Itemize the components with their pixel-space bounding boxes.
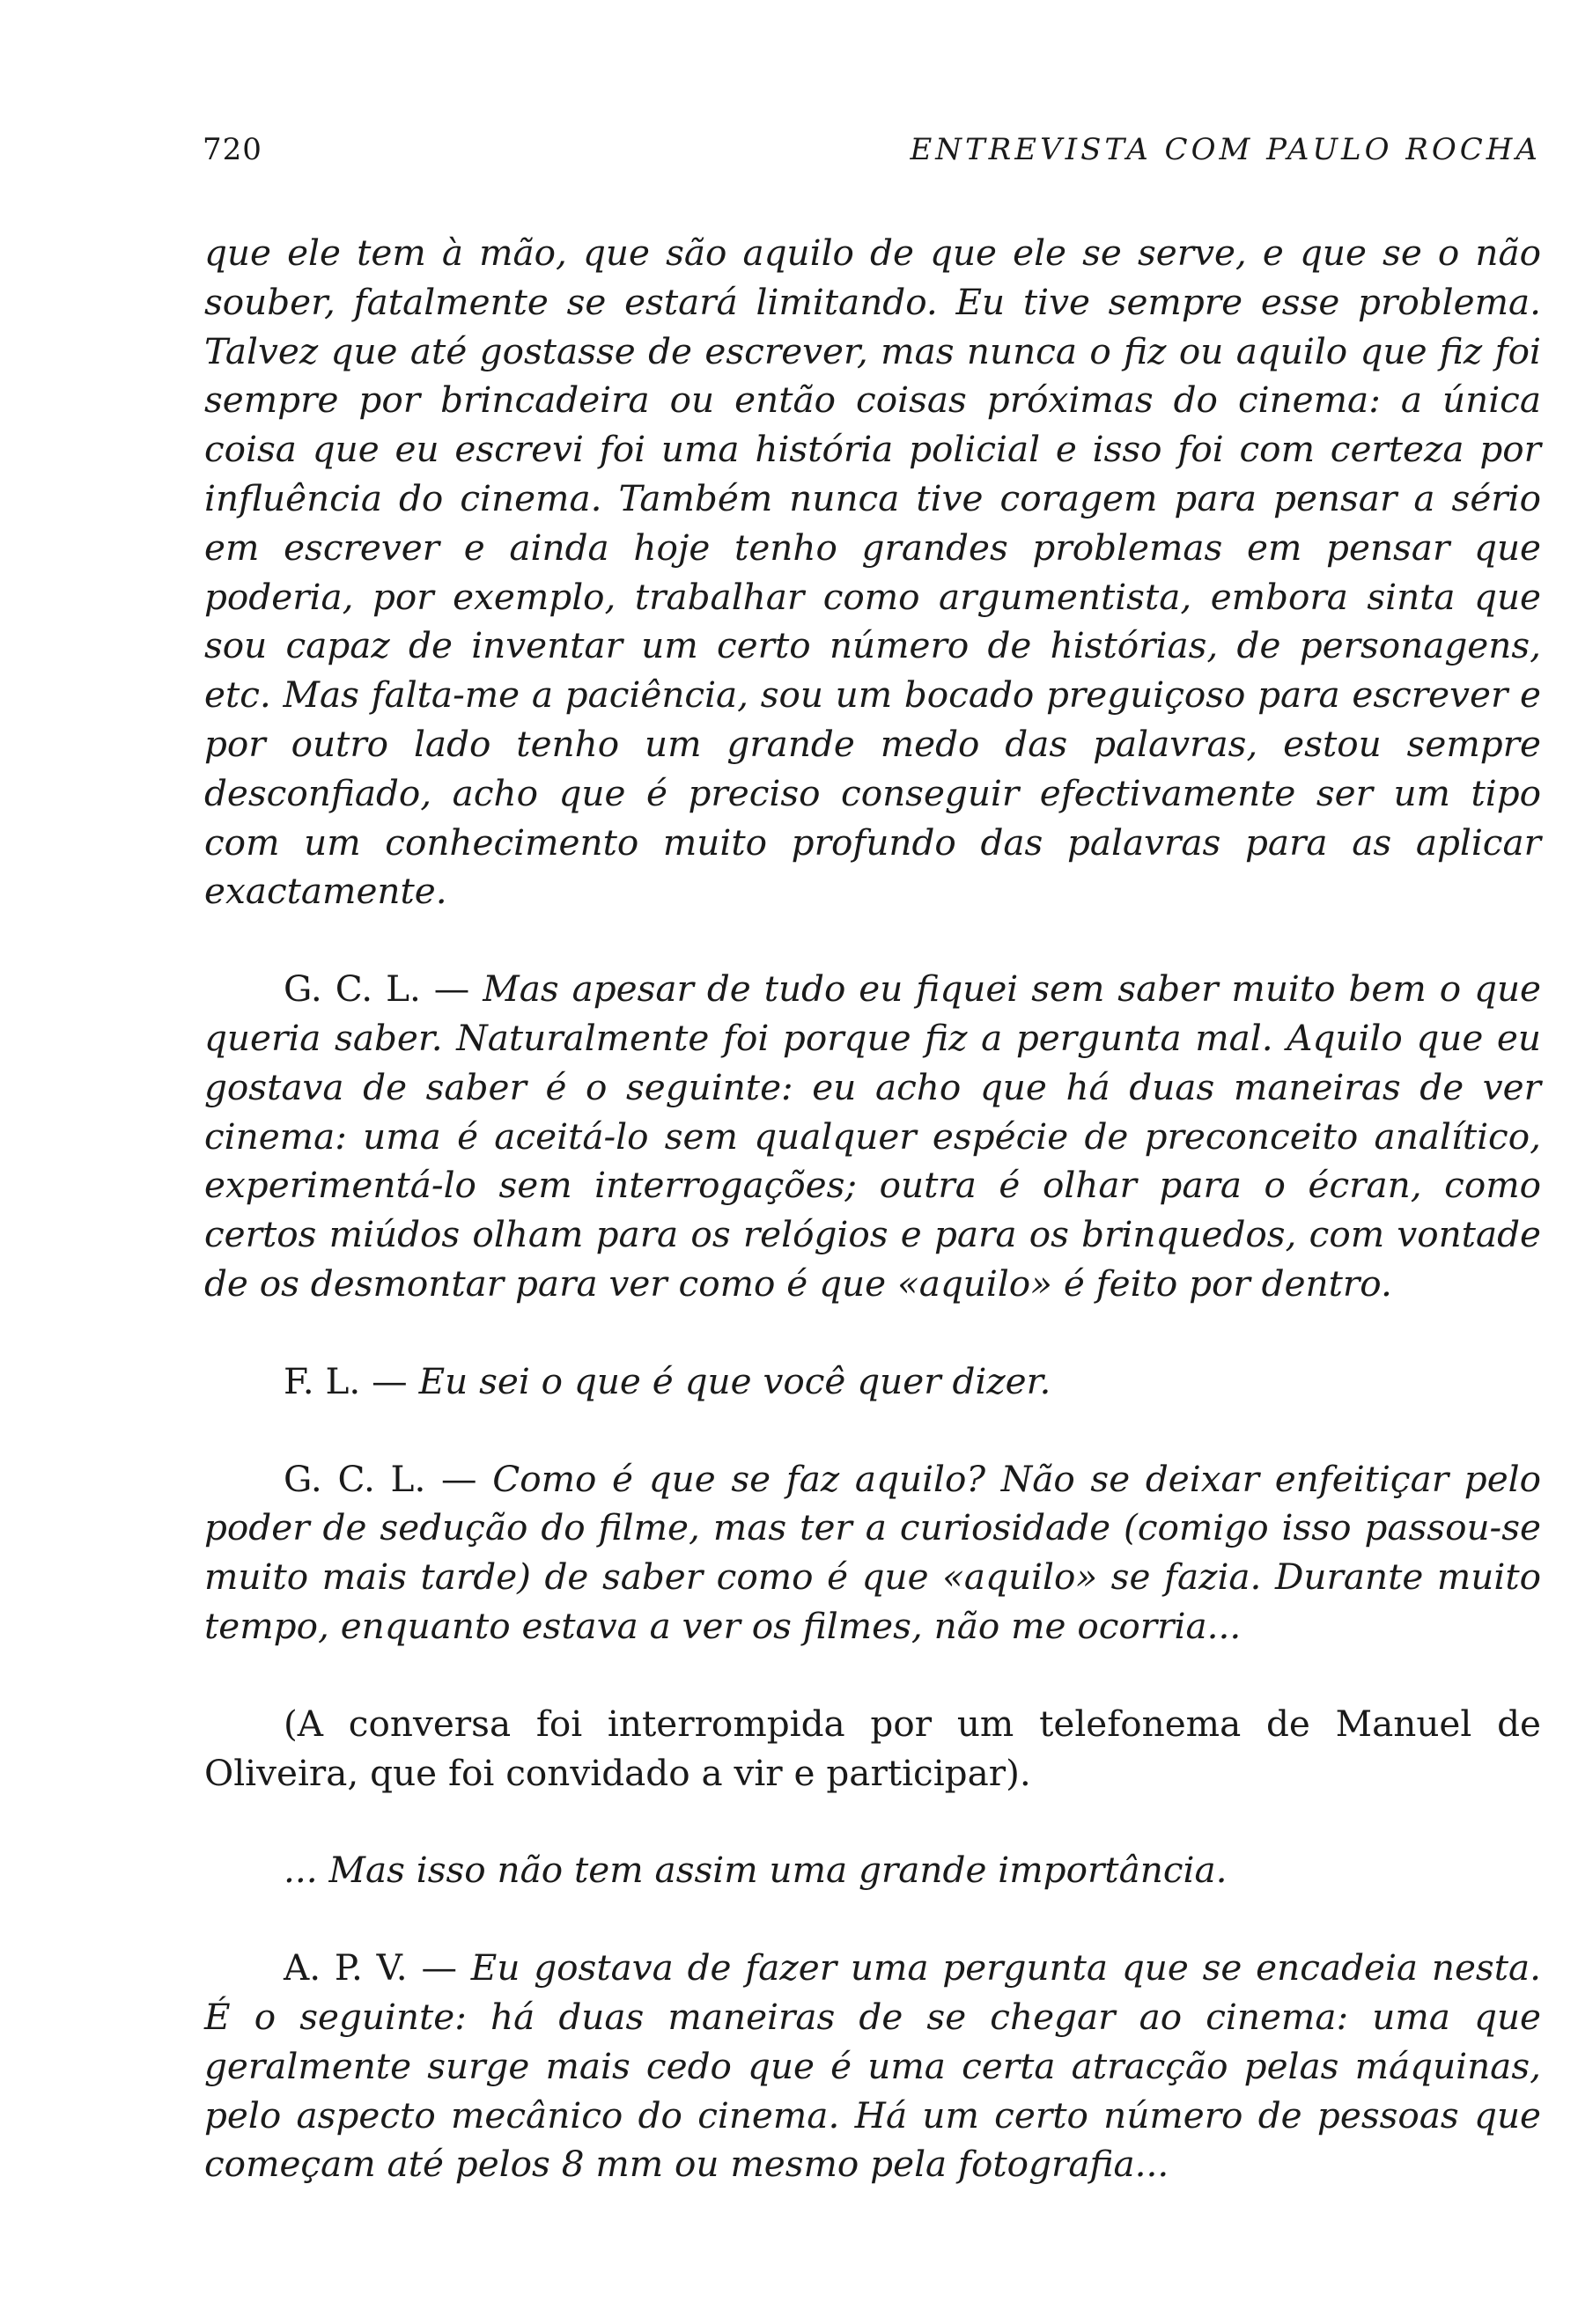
- speaker-label: F. L. —: [284, 1359, 419, 1402]
- paragraph-text: (A conversa foi interrompida por um telefonema de Manuel de Oliveira, que foi convidado a vir e participar).: [204, 1702, 1541, 1794]
- page-number: 720: [203, 132, 262, 167]
- paragraph-continuation: [204, 229, 1541, 916]
- paragraph-gcl-question: [204, 965, 1541, 1309]
- document-page: [204, 132, 1541, 2238]
- speaker-label: G. C. L. —: [284, 1457, 493, 1500]
- paragraph-resumption: [204, 1846, 1541, 1895]
- paragraph-gcl-followup: [204, 1455, 1541, 1651]
- speaker-label: G. C. L. —: [284, 967, 483, 1011]
- paragraph-interruption-note: [204, 1700, 1541, 1798]
- running-head: ENTREVISTA COM PAULO ROCHA: [910, 132, 1541, 167]
- paragraph-fl-reply: [204, 1357, 1541, 1407]
- paragraph-text: Mas apesar de tudo eu fiquei sem saber muito bem o que queria saber. Naturalmente foi porque fiz a pergunta mal. Aquilo que eu gostava de saber é o seguinte: eu acho que há duas maneiras de ver cinema: uma é aceitá-lo sem qualquer espécie de preconceito analítico, experimentá-lo sem interrogações; outra é olhar para o écran, como certos miúdos olham para os relógios e para os brinquedos, com vontade de os desmontar para ver como é que «aquilo» é feito por dentro.: [204, 967, 1541, 1305]
- speaker-label: A. P. V. —: [284, 1946, 471, 1989]
- paragraph-text: ... Mas isso não tem assim uma grande importância.: [284, 1849, 1228, 1892]
- paragraph-apv-question: [204, 1944, 1541, 2189]
- paragraph-text: Eu gostava de fazer uma pergunta que se encadeia nesta. É o seguinte: há duas maneiras de se chegar ao cinema: uma que geralmente surge mais cedo que é uma certa atracção pelas máquinas, pelo aspecto mecânico do cinema. Há um certo número de pessoas que começam até pelos 8 mm ou mesmo pela fotografia...: [204, 1946, 1541, 2186]
- paragraph-text: que ele tem à mão, que são aquilo de que ele se serve, e que se o não souber, fatalmente se estará limitando. Eu tive sempre esse problema. Talvez que até gostasse de escrever, mas nunca o fiz ou aquilo que fiz foi sempre por brincadeira ou então coisas próximas do cinema: a única coisa que eu escrevi foi uma história policial e isso foi com certeza por influência do cinema. Também nunca tive coragem para pensar a sério em escrever e ainda hoje tenho grandes problemas em pensar que poderia, por exemplo, trabalhar como argumentista, embora sinta que sou capaz de inventar um certo número de histórias, de personagens, etc. Mas falta-me a paciência, sou um bocado preguiçoso para escrever e por outro lado tenho um grande medo das palavras, estou sempre desconfiado, acho que é preciso conseguir efectivamente ser um tipo com um conhecimento muito profundo das palavras para as aplicar exactamente.: [204, 232, 1541, 913]
- paragraph-text: Como é que se faz aquilo? Não se deixar enfeitiçar pelo poder de sedução do filme, mas ter a curiosidade (comigo isso passou-se muito mais tarde) de saber como é que «aquilo» se fazia. Durante muito tempo, enquanto estava a ver os filmes, não me ocorria...: [204, 1457, 1542, 1647]
- paragraph-text: Eu sei o que é que você quer dizer.: [418, 1359, 1051, 1402]
- page-header: [204, 132, 1541, 185]
- body-text: [204, 229, 1541, 2189]
